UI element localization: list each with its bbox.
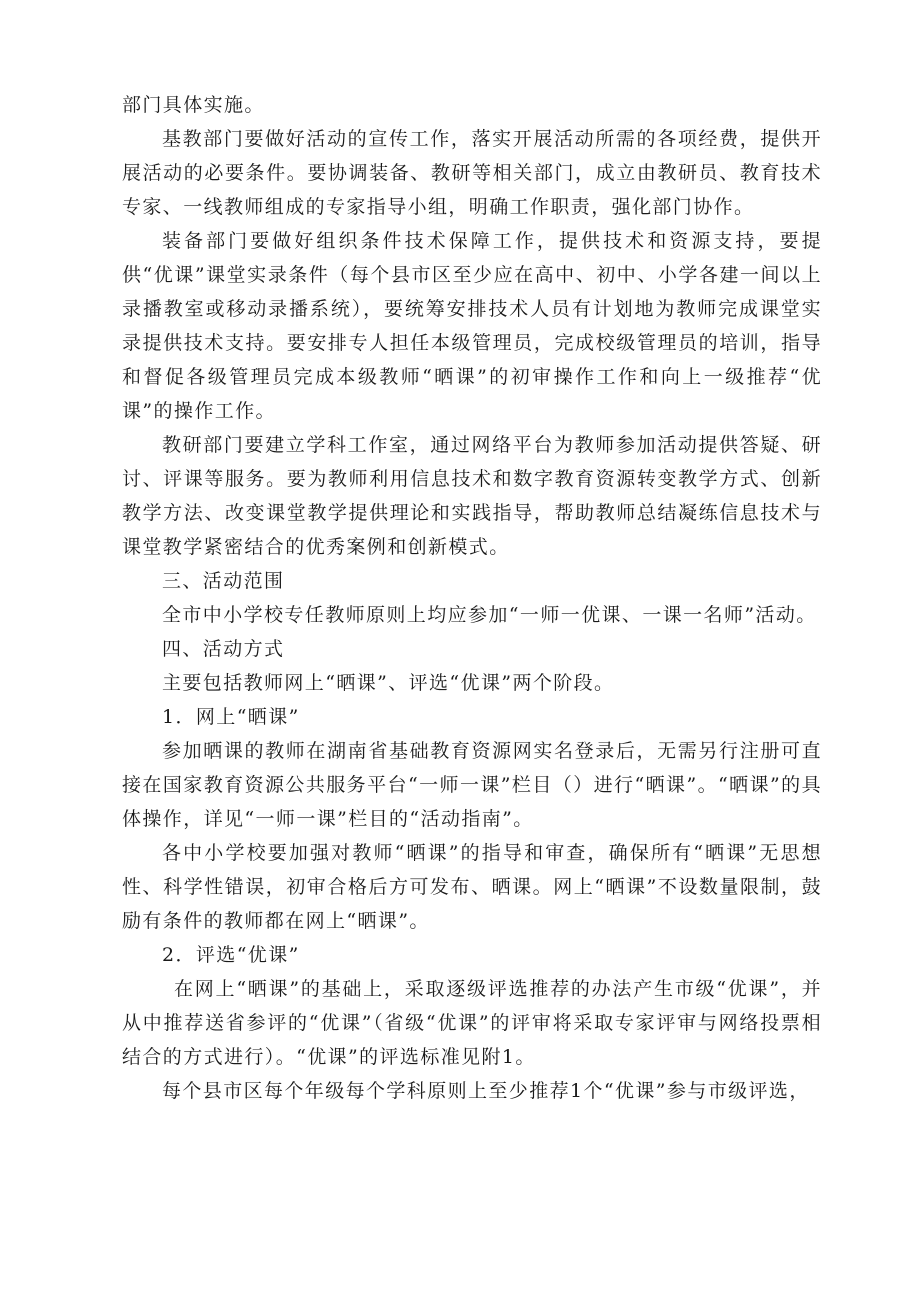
section-heading-scope: 三、活动范围	[162, 570, 285, 592]
paragraph-basic-education-dept: 基教部门要做好活动的宣传工作，落实开展活动所需的各项经费，提供开展活动的必要条件。要协调装备、教研等相关部门，成立由教研员、教育技术专家、一线教师组成的专家指导小组，明确工作职责，强化部门协作。	[122, 128, 822, 218]
document-body	[122, 88, 822, 1108]
paragraph-school-review: 各中小学校要加强对教师“晒课”的指导和审查，确保所有“晒课”无思想性、科学性错误，初审合格后方可发布、晒课。网上“晒课”不设数量限制，鼓励有条件的教师都在网上“晒课”。	[122, 842, 822, 932]
section-heading-method: 四、活动方式	[162, 638, 285, 660]
paragraph-research-dept: 教研部门要建立学科工作室，通过网络平台为教师参加活动提供答疑、研讨、评课等服务。要为教师利用信息技术和数字教育资源转变教学方式、创新教学方法、改变课堂教学提供理论和实践指导，帮助教师总结凝练信息技术与课堂教学紧密结合的优秀案例和创新模式。	[122, 434, 822, 558]
paragraph-scope: 全市中小学校专任教师原则上均应参加“一师一优课、一课一名师”活动。	[162, 604, 817, 626]
paragraph-method-summary: 主要包括教师网上“晒课”、评选“优课”两个阶段。	[162, 672, 615, 694]
paragraph-county-recommendation: 每个县市区每个年级每个学科原则上至少推荐1个“优课”参与市级评选，	[162, 1080, 810, 1102]
subsection-heading-selection: 2．评选“优课”	[162, 944, 300, 966]
paragraph-selection: 在网上“晒课”的基础上，采取逐级评选推荐的办法产生市级“优课”，并从中推荐送省参评的“优课”（省级“优课”的评审将采取专家评审与网络投票相结合的方式进行）。“优课”的评选标准见附1。	[122, 978, 822, 1068]
paragraph-equipment-dept: 装备部门要做好组织条件技术保障工作，提供技术和资源支持，要提供“优课”课堂实录条件（每个县市区至少应在高中、初中、小学各建一间以上录播教室或移动录播系统），要统筹安排技术人员有计划地为教师完成课堂实录提供技术支持。要安排专人担任本级管理员，完成校级管理员的培训，指导和督促各级管理员完成本级教师“晒课”的初审操作工作和向上一级推荐“优课”的操作工作。	[122, 230, 822, 422]
paragraph-online-sharing: 参加晒课的教师在湖南省基础教育资源网实名登录后，无需另行注册可直接在国家教育资源公共服务平台“一师一课”栏目（）进行“晒课”。“晒课”的具体操作，详见“一师一课”栏目的“活动指南”。	[122, 740, 822, 830]
subsection-heading-online-sharing: 1．网上“晒课”	[162, 706, 300, 728]
paragraph-continuation: 部门具体实施。	[122, 94, 265, 116]
